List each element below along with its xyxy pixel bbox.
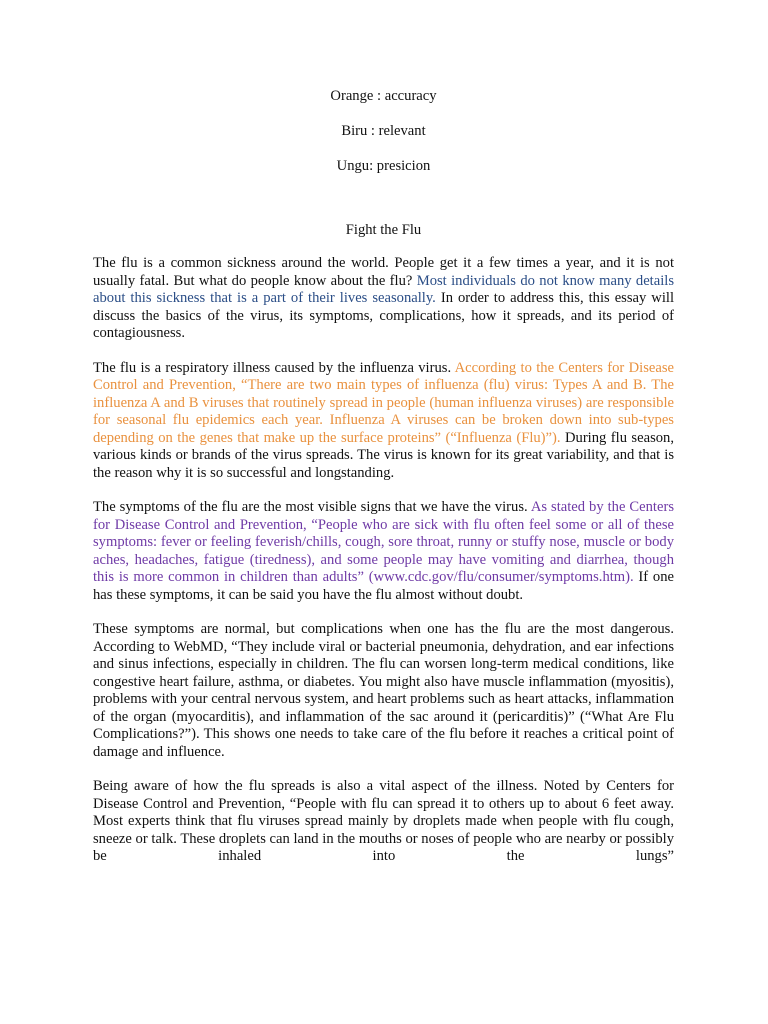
- paragraph-intro: [93, 255, 674, 343]
- highlight-relevant: Most individuals do not know many details about this sickness that is a part of their lives seasonally.: [93, 272, 674, 306]
- virus-text: The flu is a respiratory illness caused by the influenza virus.: [93, 359, 455, 376]
- legend-biru: Biru : relevant: [341, 123, 426, 139]
- highlight-accuracy: According to the Centers for Disease Control and Prevention, “There are two main types of influenza (flu) virus: Types A and B. The influenza A and B viruses that routinely spread in people (human influenza viruses) are responsible for seasonal flu epidemics each year. Influenza A viruses can be broken down into sub-types depending on the genes that make up the surface proteins” (“Influenza (Flu)”).: [93, 359, 674, 446]
- virus-text-end: During flu season, various kinds or brands of the virus spreads. The virus is known for its great variability, and that is the reason why it is so successful and longstanding.: [93, 429, 674, 481]
- legend-ungu: Ungu: presicion: [336, 158, 431, 174]
- paragraph-virus: [93, 360, 674, 483]
- paragraph-spread: Being aware of how the flu spreads is also a vital aspect of the illness. Noted by Centers for Disease Control and Prevention, “People with flu can spread it to others up to about 6 feet away. Most experts think that flu viruses spread mainly by droplets made when people with flu cough, sneeze or talk. These droplets can land in the mouths or noses of people who are nearby or possibly be inhaled into the lungs”: [93, 778, 674, 864]
- symptoms-text: The symptoms of the flu are the most visible signs that we have the virus.: [93, 499, 531, 515]
- legend-orange: Orange : accuracy: [330, 88, 437, 104]
- document-title: Fight the Flu: [345, 222, 422, 238]
- document-page: [93, 86, 674, 883]
- paragraph-complications: These symptoms are normal, but complications when one has the flu are the most dangerous. According to WebMD, “They include viral or bacterial pneumonia, dehydration, and ear infections and sinus infections, especially in children. The flu can worsen long-term medical conditions, like congestive heart failure, asthma, or diabetes. You might also have muscle inflammation (myositis), problems with your central nervous system, and heart problems such as heart attacks, inflammation of the organ (myocarditis), and inflammation of the sac around it (pericarditis)” (“What Are Flu Complications?”). This shows one needs to take care of the flu before it reaches a critical point of damage and influence.: [93, 621, 674, 760]
- intro-text-end: In order to address this, this essay will discuss the basics of the virus, its symptoms, complications, how it spreads, and its period of contagiousness.: [93, 290, 675, 341]
- intro-text: The flu is a common sickness around the world. People get it a few times a year, and it is not usually fatal. But what do people know about the flu?: [93, 255, 674, 289]
- paragraph-symptoms: [93, 499, 674, 604]
- highlight-precision: As stated by the Centers for Disease Control and Prevention, “People who are sick with flu often feel some or all of these symptoms: fever or feeling feverish/chills, cough, sore throat, runny or stuffy nose, muscle or body aches, headaches, fatigue (tiredness), and some people may have vomiting and diarrhea, though this is more common in children than adults” (www.cdc.gov/flu/consumer/symptoms.htm).: [93, 499, 675, 585]
- symptoms-text-end: If one has these symptoms, it can be said you have the flu almost without doubt.: [93, 569, 674, 603]
